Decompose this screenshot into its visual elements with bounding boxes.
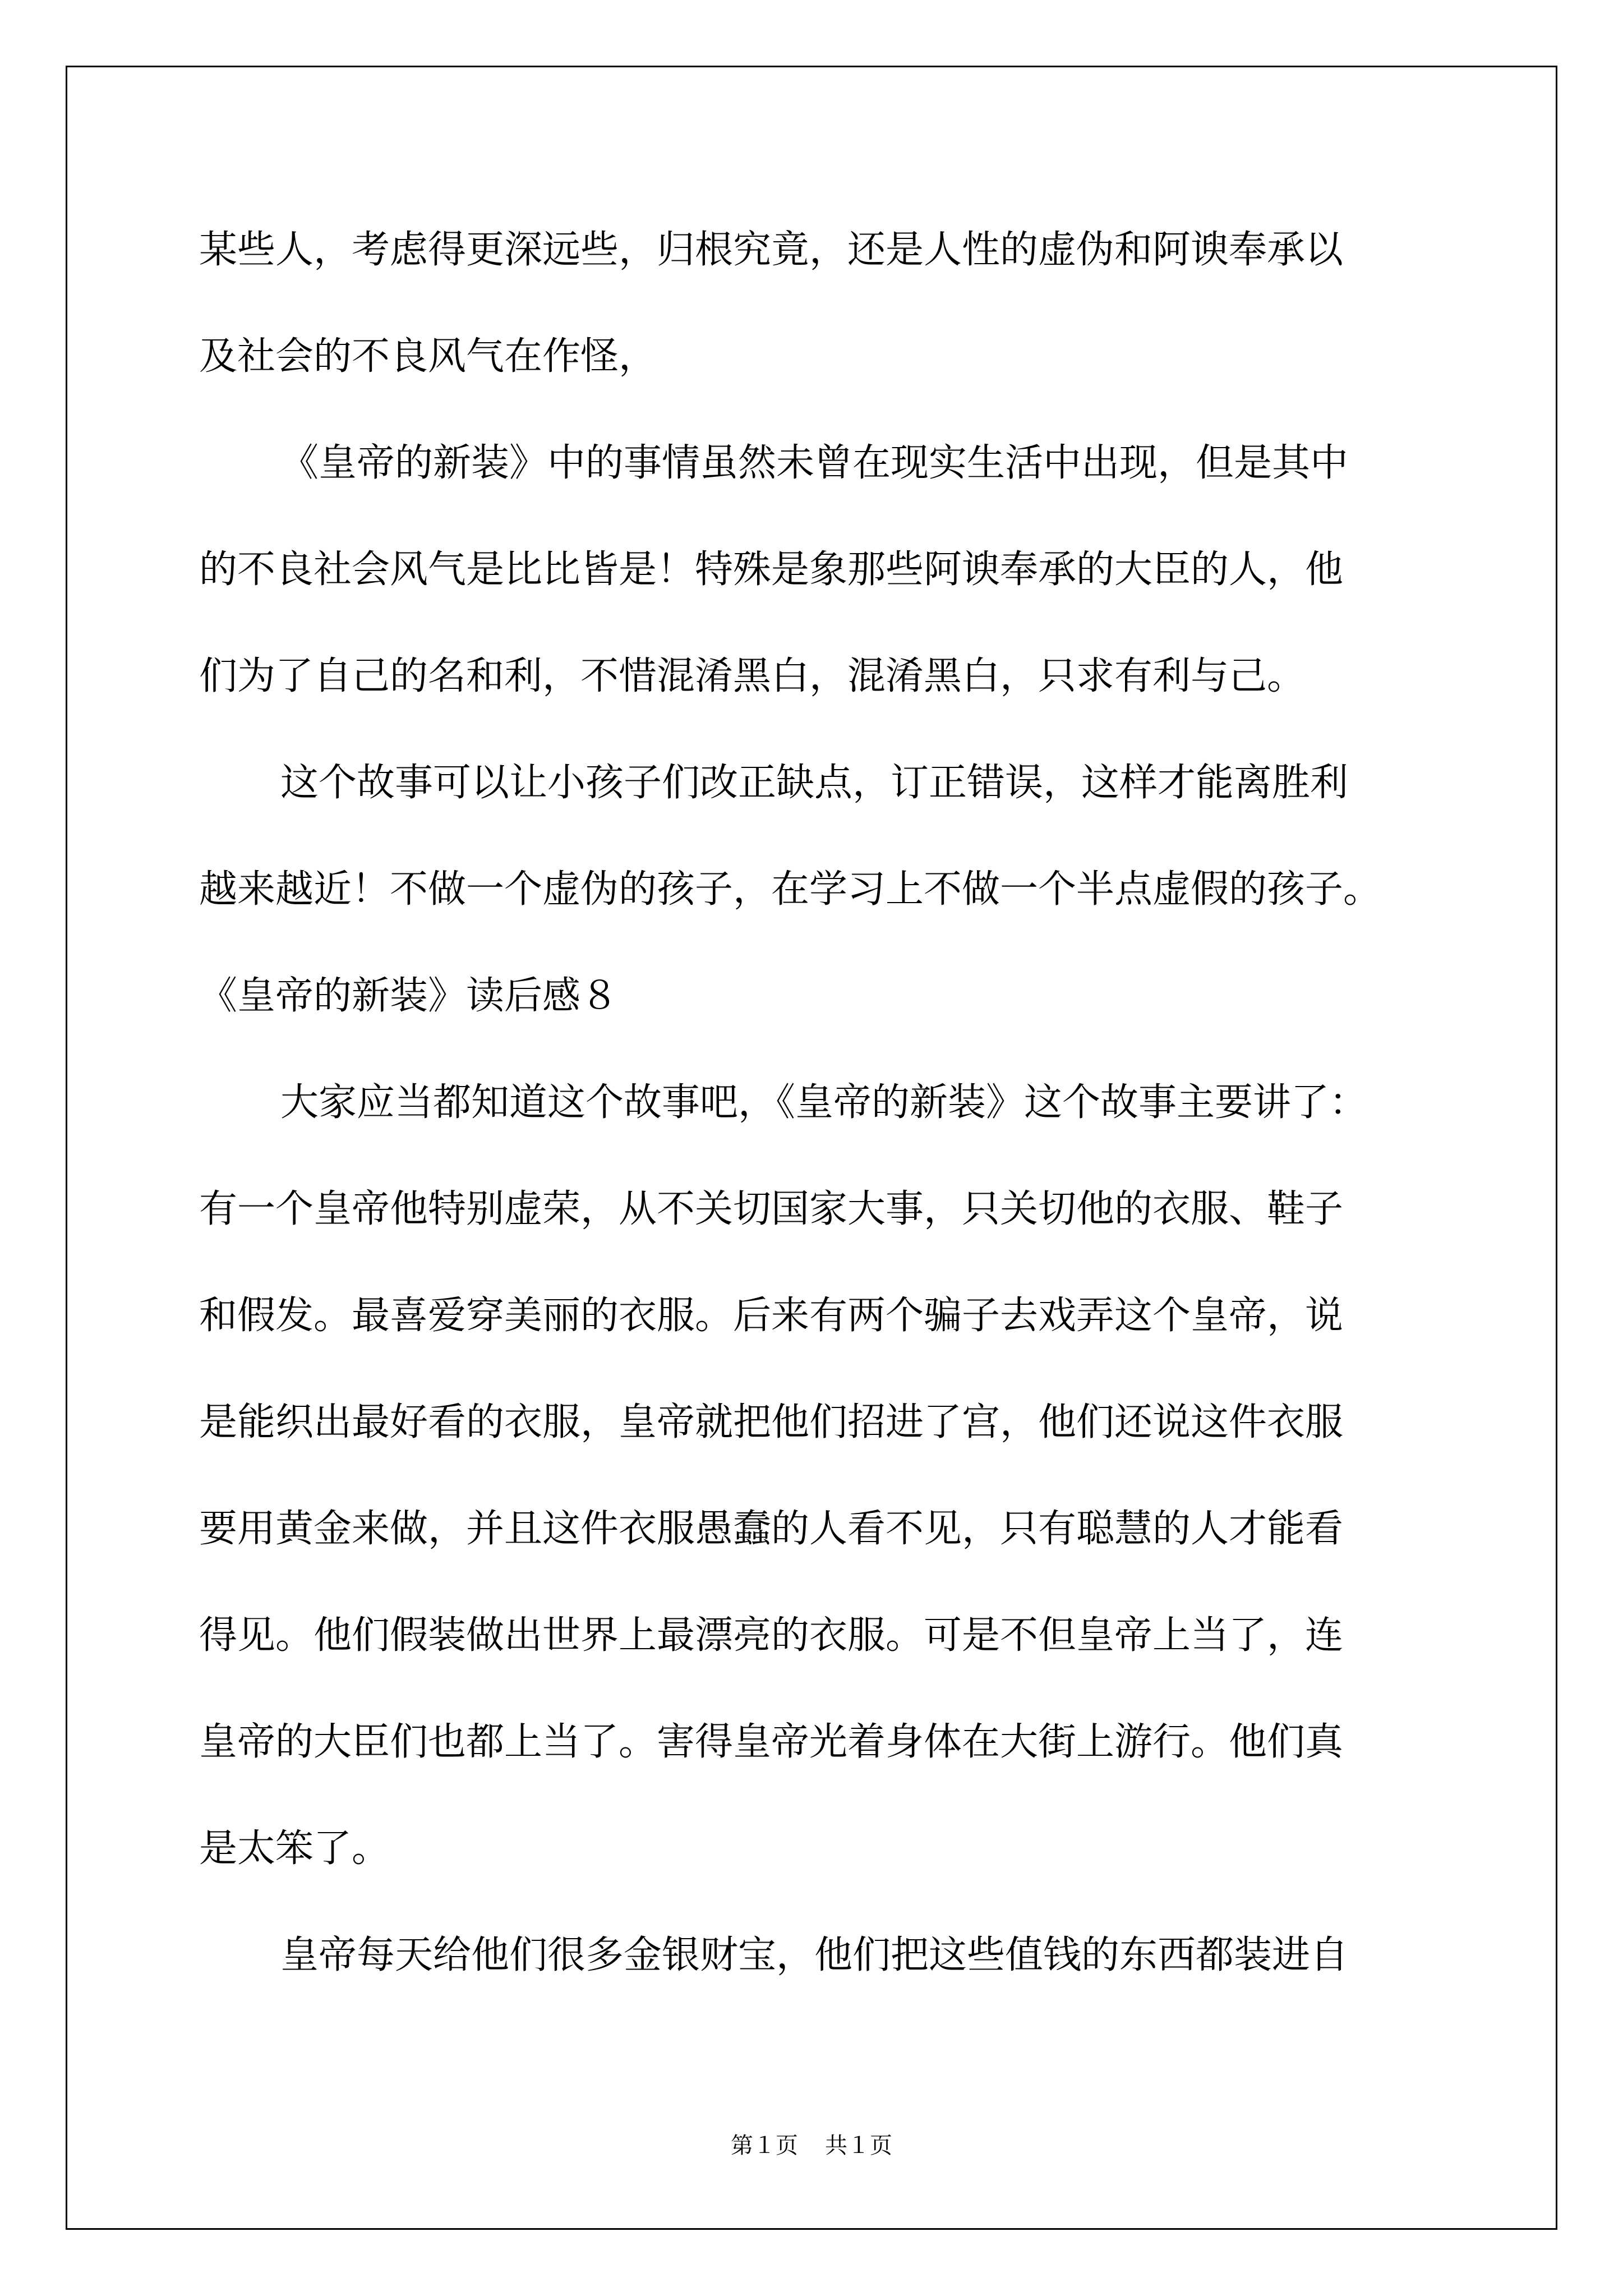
text-line: 大家应当都知道这个故事吧，《皇帝的新装》这个故事主要讲了：	[280, 1080, 1368, 1125]
text-line: 得见。他们假装做出世界上最漂亮的衣服。可是不但皇帝上当了，连	[199, 1613, 1344, 1658]
text-line: 的不良社会风气是比比皆是！特殊是象那些阿谀奉承的大臣的人，他	[199, 547, 1344, 592]
text-line: 某些人，考虑得更深远些，归根究竟，还是人性的虚伪和阿谀奉承以	[199, 228, 1344, 272]
text-line: 要用黄金来做，并且这件衣服愚蠢的人看不见，只有聪慧的人才能看	[199, 1507, 1344, 1551]
page-border	[66, 66, 1557, 2230]
text-line: 皇帝的大臣们也都上当了。害得皇帝光着身体在大街上游行。他们真	[199, 1720, 1344, 1764]
text-line: 《皇帝的新装》中的事情虽然未曾在现实生活中出现，但是其中	[280, 441, 1349, 485]
section-heading: 《皇帝的新装》读后感８	[199, 974, 619, 1018]
page-number: 第１页	[731, 2133, 798, 2159]
text-line: 皇帝每天给他们很多金银财宝，他们把这些值钱的东西都装进自	[280, 1933, 1349, 1977]
text-line: 有一个皇帝他特别虚荣，从不关切国家大事，只关切他的衣服、鞋子	[199, 1187, 1344, 1231]
page-total: 共１页	[825, 2133, 892, 2159]
text-line: 们为了自己的名和利，不惜混淆黑白，混淆黑白，只求有利与己。	[199, 654, 1306, 698]
page-footer	[0, 2129, 1623, 2162]
text-line: 是太笨了。	[199, 1826, 390, 1871]
text-line: 越来越近！不做一个虚伪的孩子，在学习上不做一个半点虚假的孩子。	[199, 867, 1382, 912]
text-line: 这个故事可以让小孩子们改正缺点，订正错误，这样才能离胜利	[280, 761, 1349, 805]
text-line: 是能织出最好看的衣服，皇帝就把他们招进了宫，他们还说这件衣服	[199, 1400, 1344, 1444]
text-line: 及社会的不良风气在作怪，	[199, 334, 657, 379]
text-line: 和假发。最喜爱穿美丽的衣服。后来有两个骗子去戏弄这个皇帝，说	[199, 1294, 1344, 1338]
